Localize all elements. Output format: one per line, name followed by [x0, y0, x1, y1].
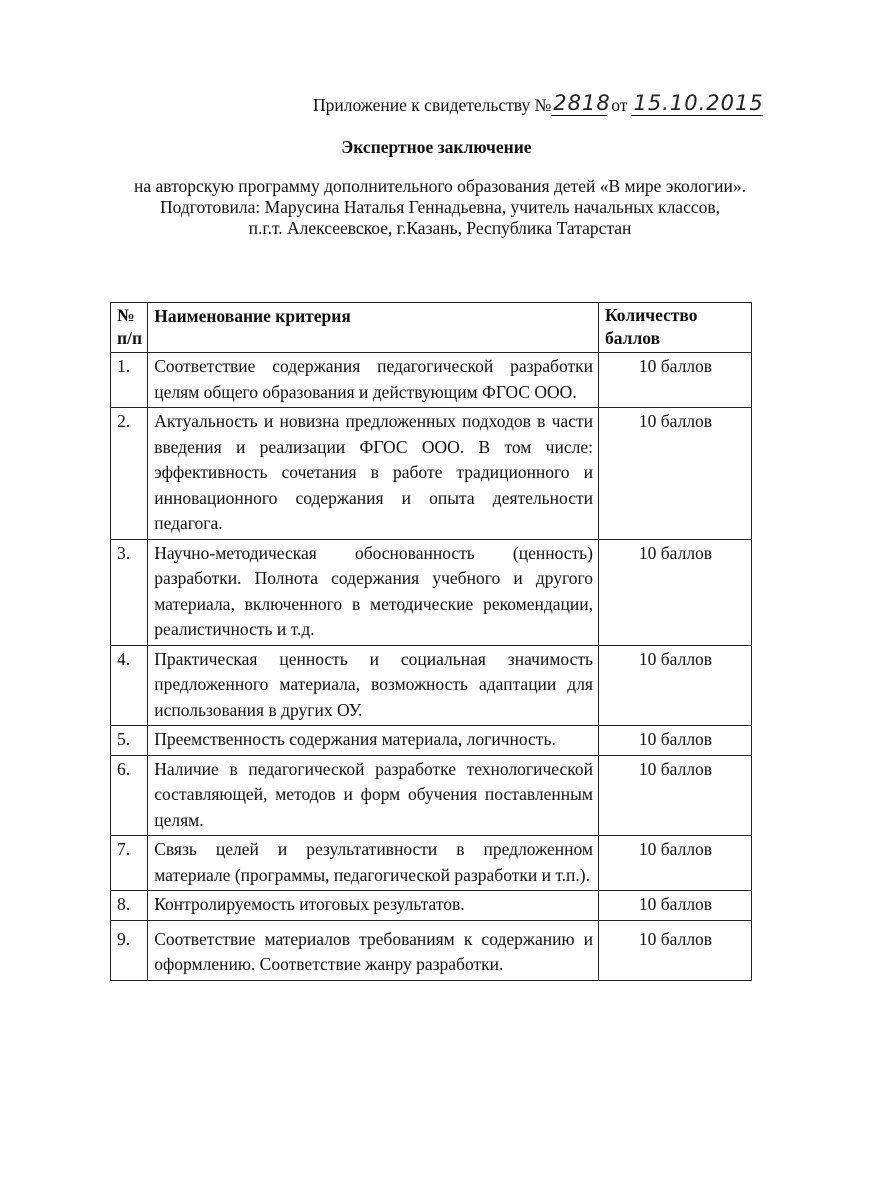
- certificate-number: 2818: [553, 91, 611, 115]
- row-criterion: Актуальность и новизна предложенных подходов в части введения и реализации ФГОС ООО. В том числе: эффективность сочетания в работе традиционного и инновационного содержания и опыта деятельности педагога.: [148, 408, 599, 540]
- row-criterion: Связь целей и результативности в предложенном материале (программы, педагогической разработки и т.п.).: [148, 836, 599, 891]
- table-row: [111, 755, 752, 836]
- from-label: от: [611, 95, 628, 115]
- row-num: 7.: [111, 836, 148, 891]
- row-score: 10 баллов: [598, 645, 751, 726]
- row-criterion: Контролируемость итоговых результатов.: [148, 891, 599, 921]
- row-num: 8.: [111, 891, 148, 921]
- row-score: 10 баллов: [598, 836, 751, 891]
- document-title: Экспертное заключение: [341, 137, 532, 157]
- row-score: 10 баллов: [598, 891, 751, 921]
- header-criterion: Наименование критерия: [148, 303, 599, 353]
- table-row: [111, 408, 752, 540]
- row-score: 10 баллов: [598, 755, 751, 836]
- row-score: 10 баллов: [598, 539, 751, 645]
- row-num: 3.: [111, 539, 148, 645]
- intro-author: Подготовила: Марусина Наталья Геннадьевна, учитель начальных классов,: [160, 197, 720, 217]
- criteria-table: [110, 302, 752, 981]
- table-row: [111, 539, 752, 645]
- row-score: 10 баллов: [598, 353, 751, 408]
- row-num: 9.: [111, 920, 148, 980]
- row-num: 2.: [111, 408, 148, 540]
- row-criterion: Соответствие материалов требованиям к содержанию и оформлению. Соответствие жанру разработки.: [148, 920, 599, 980]
- document-intro: [110, 176, 770, 239]
- row-criterion: Соответствие содержания педагогической разработки целям общего образования и действующим ФГОС ООО.: [148, 353, 599, 408]
- header-score: Количество баллов: [598, 303, 751, 353]
- row-num: 4.: [111, 645, 148, 726]
- certificate-reference: [313, 91, 763, 116]
- row-criterion: Практическая ценность и социальная значимость предложенного материала, возможность адаптации для использования в других ОУ.: [148, 645, 599, 726]
- table-row: [111, 891, 752, 921]
- row-criterion: Преемственность содержания материала, логичность.: [148, 726, 599, 756]
- table-row: [111, 645, 752, 726]
- certificate-prefix: Приложение к свидетельству №: [313, 95, 552, 115]
- table-header-row: [111, 303, 752, 353]
- row-num: 6.: [111, 755, 148, 836]
- header-num: № п/п: [111, 303, 148, 353]
- intro-program: на авторскую программу дополнительного образования детей «В мире экологии».: [134, 176, 746, 196]
- row-criterion: Наличие в педагогической разработке технологической составляющей, методов и форм обучения поставленным целям.: [148, 755, 599, 836]
- row-criterion: Научно-методическая обоснованность (ценность) разработки. Полнота содержания учебного и другого материала, включенного в методические рекомендации, реалистичность и т.д.: [148, 539, 599, 645]
- row-score: 10 баллов: [598, 920, 751, 980]
- intro-location: п.г.т. Алексеевское, г.Казань, Республика Татарстан: [248, 218, 632, 238]
- table-row: [111, 726, 752, 756]
- row-num: 5.: [111, 726, 148, 756]
- row-num: 1.: [111, 353, 148, 408]
- table-row: [111, 353, 752, 408]
- table-row: [111, 920, 752, 980]
- row-score: 10 баллов: [598, 726, 751, 756]
- row-score: 10 баллов: [598, 408, 751, 540]
- certificate-date: 15.10.2015: [633, 91, 764, 115]
- table-row: [111, 836, 752, 891]
